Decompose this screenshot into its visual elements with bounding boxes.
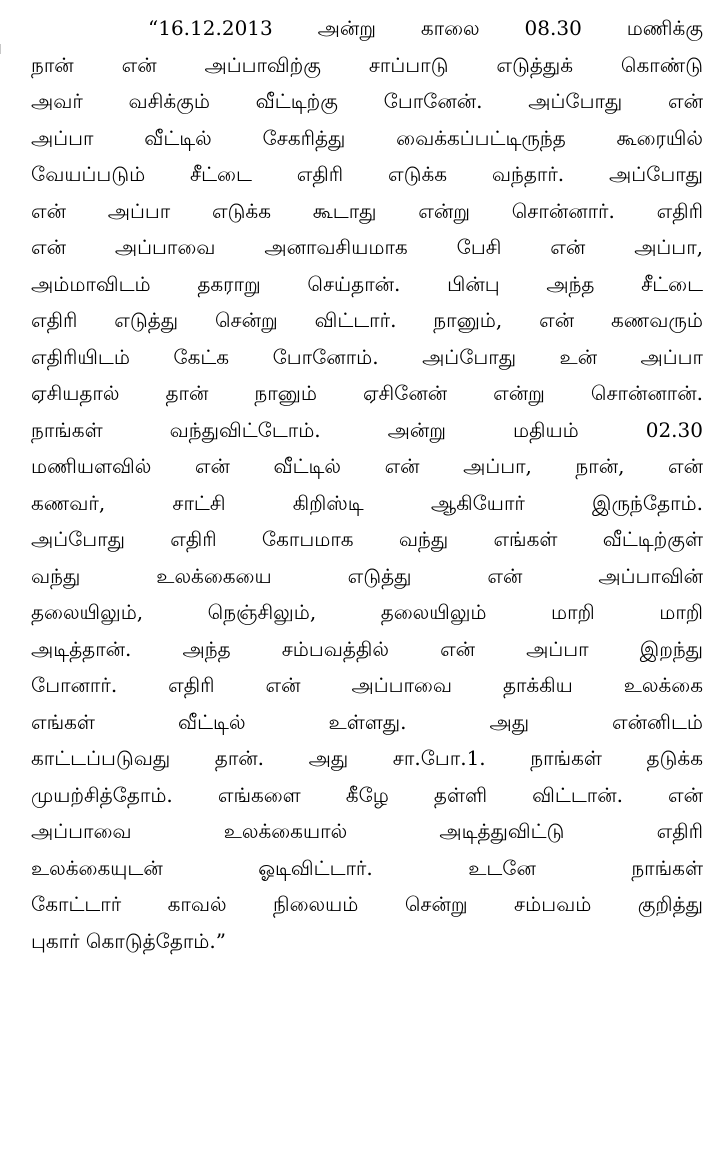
paragraph-line: என் அப்பா எடுக்க கூடாது என்று சொன்னார். எதிரி [31,198,703,223]
paragraph-line: நான் என் அப்பாவிற்கு சாப்பாடு எடுத்துக் கொண்டு [31,52,703,77]
paragraph-line: ஏசியதால் தான் நானும் ஏசினேன் என்று சொன்னான். [31,381,703,405]
paragraph-line: நாங்கள் வந்துவிட்டோம். அன்று மதியம் 02.30 [31,417,703,442]
page-edge-mark [0,44,5,54]
paragraph-line: அப்பா வீட்டில் சேகரித்து வைக்கப்பட்டிருந்த கூரையில் [31,125,703,150]
paragraph-line: தலையிலும், நெஞ்சிலும், தலையிலும் மாறி மாறி [31,600,703,624]
paragraph-line: அம்மாவிடம் தகராறு செய்தான். பின்பு அந்த சீட்டை [31,271,703,296]
paragraph-line: உலக்கையுடன் ஓடிவிட்டார். உடனே நாங்கள் [31,855,703,880]
paragraph-line: என் அப்பாவை அனாவசியமாக பேசி என் அப்பா, [31,235,703,259]
paragraph-line: வேயப்படும் சீட்டை எதிரி எடுக்க வந்தார். அப்போது [31,162,703,186]
paragraph-line: மணியளவில் என் வீட்டில் என் அப்பா, நான், என் [31,454,703,478]
paragraph-line: எங்கள் வீட்டில் உள்ளது. அது என்னிடம் [31,709,703,734]
testimony-paragraph [31,10,703,959]
paragraph-line: முயற்சித்தோம். எங்களை கீழே தள்ளி விட்டான். என் [31,782,703,807]
paragraph-line: வந்து உலக்கையை எடுத்து என் அப்பாவின் [31,563,703,588]
paragraph-line: போனார். எதிரி என் அப்பாவை தாக்கிய உலக்கை [31,673,703,697]
paragraph-line: அப்பாவை உலக்கையால் அடித்துவிட்டு எதிரி [31,819,703,843]
paragraph-line: “16.12.2013 அன்று காலை 08.30 மணிக்கு [148,16,703,40]
paragraph-line: எதிரியிடம் கேட்க போனோம். அப்போது உன் அப்பா [31,344,703,369]
paragraph-line: எதிரி எடுத்து சென்று விட்டார். நானும், என் கணவரும் [31,308,703,332]
paragraph-line: அப்போது எதிரி கோபமாக வந்து எங்கள் வீட்டிற்குள் [31,527,703,551]
paragraph-line: கோட்டார் காவல் நிலையம் சென்று சம்பவம் குறித்து [31,892,703,916]
paragraph-line: அவர் வசிக்கும் வீட்டிற்கு போனேன். அப்போது என் [31,89,703,113]
paragraph-line: புகார் கொடுத்தோம்.” [31,928,226,953]
paragraph-line: அடித்தான். அந்த சம்பவத்தில் என் அப்பா இறந்து [31,636,703,661]
paragraph-line: கணவர், சாட்சி கிறிஸ்டி ஆகியோர் இருந்தோம். [31,490,703,515]
paragraph-line: காட்டப்படுவது தான். அது சா.போ.1. நாங்கள் தடுக்க [31,746,703,770]
